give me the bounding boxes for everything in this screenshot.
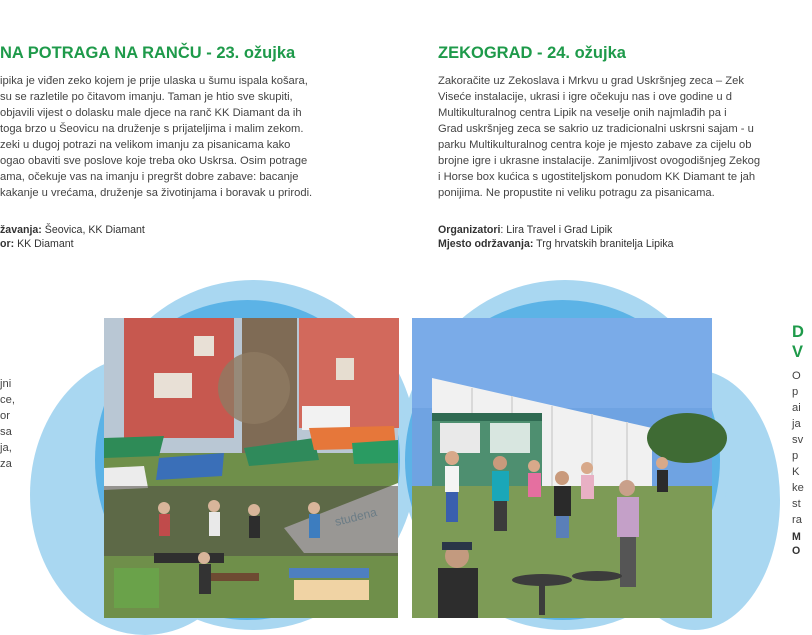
left-article-title: NA POTRAGA NA RANČU - 23. ožujka: [0, 44, 296, 62]
right-body-line: i Horse box kućica s ugostiteljskom ponudom KK Diamant te jah: [438, 171, 756, 183]
far-right-title-line: D: [792, 323, 804, 341]
right-body-line: ponijima. Ne propustite ni veliku potragu za pisanicama.: [438, 187, 715, 199]
left-side-line: ja,: [0, 442, 12, 454]
left-article-meta: [0, 223, 360, 251]
left-side-fragment: [0, 376, 20, 472]
right-body-line: brojne igre i ukrasne instalacije. Zanimljivost ovogodišnjeg Zekog: [438, 155, 761, 167]
far-right-title-line: V: [792, 343, 804, 361]
far-right-title: [792, 322, 812, 362]
left-body-line: ipika je viđen zeko kojem je prije ulaska u šumu ispala košara,: [0, 75, 308, 87]
right-body-line: Multikulturalnog centra Lipik na veselje onih najmlađih pa i: [438, 107, 727, 119]
left-side-line: jni: [0, 378, 12, 390]
left-side-line: or: [0, 410, 10, 422]
far-right-meta: [792, 530, 812, 558]
left-body-line: ama, očekuje vas na imanju i pregršt dobre zabave: bacanje: [0, 171, 299, 183]
right-body-line: Grad uskršnjeg zeca se sakrio uz tradicionalni uskrsni sajam - u: [438, 123, 754, 135]
left-body-line: kakanje u vrećama, druženje sa životinjama i boravak u prirodi.: [0, 187, 313, 199]
fair-scene: [104, 318, 398, 618]
far-right-body-line: O: [792, 370, 801, 382]
left-meta2-value: KK Diamant: [14, 238, 74, 250]
far-right-body-line: K: [792, 466, 800, 478]
right-article-body: [438, 73, 800, 201]
left-body-line: zeki u dugoj potrazi na velikom imanju za pisanicama kako: [0, 139, 291, 151]
photo-easter-fair: [104, 318, 398, 618]
far-right-body-line: sv: [792, 434, 804, 446]
photo-zekograd: [412, 318, 712, 618]
left-side-line: za: [0, 458, 12, 470]
left-meta1-value: Šeovica, KK Diamant: [41, 224, 145, 236]
far-right-body-line: ai: [792, 402, 801, 414]
left-meta1-label: žavanja:: [0, 224, 42, 236]
left-side-line: ce,: [0, 394, 15, 406]
right-meta2-label: Mjesto održavanja:: [438, 238, 534, 250]
far-right-meta-line: M: [792, 531, 801, 543]
right-body-line: Viseće instalacije, ukrasi i igre očekuju nas i ove godine u d: [438, 91, 732, 103]
right-meta1-value: Lira Travel i Grad Lipik: [506, 224, 613, 236]
right-article-title: ZEKOGRAD - 24. ožujka: [438, 44, 626, 62]
far-right-body-line: p: [792, 386, 799, 398]
left-body-line: ogao obaviti sve poslove koje treba oko Uskrsa. Osim potrage: [0, 155, 308, 167]
zekograd-scene: [412, 318, 712, 618]
right-article-meta: Organizatori: Lira Travel i Grad Lipik Mjesto održavanja: Trg hrvatskih branitelja Lipika: [438, 224, 674, 250]
far-right-body-line: st: [792, 498, 801, 510]
left-meta2-label: or:: [0, 238, 15, 250]
far-right-body: [792, 368, 812, 528]
far-right-body-line: ra: [792, 514, 802, 526]
right-body-line: Zakoračite uz Zekoslava i Mrkvu u grad Uskršnjeg zeca – Zek: [438, 75, 744, 87]
right-body-line: parku Multikulturalnog centra koje je mjesto zabave za cijelu ob: [438, 139, 752, 151]
far-right-meta-line: O: [792, 545, 801, 557]
far-right-body-line: p: [792, 450, 799, 462]
left-body-line: su se razletile po čitavom imanju. Taman je htio sve skupiti,: [0, 91, 293, 103]
right-article: [438, 44, 800, 251]
left-body-line: objavili vijest o dolasku male djece na ranč KK Diamant da ih: [0, 107, 302, 119]
left-article: [0, 44, 360, 251]
right-meta1-label: Organizatori: [438, 224, 501, 236]
right-meta2-value: Trg hrvatskih branitelja Lipika: [533, 238, 674, 250]
left-side-line: sa: [0, 426, 12, 438]
left-body-line: toga brzo u Šeovicu na druženje s prijateljima i malim zekom.: [0, 123, 304, 135]
far-right-body-line: ke: [792, 482, 804, 494]
far-right-body-line: ja: [792, 418, 801, 430]
left-article-body: [0, 73, 360, 201]
far-right-fragment: [792, 322, 812, 558]
